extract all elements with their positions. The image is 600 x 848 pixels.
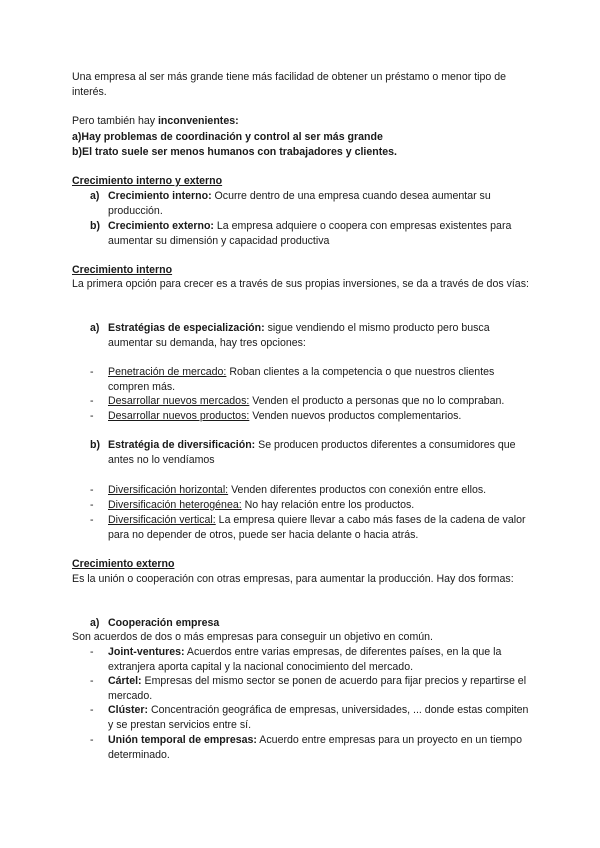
definition: Acuerdo entre empresas para un proyecto en un tiempo determinado. (108, 734, 522, 761)
list-item-union-temporal (108, 733, 530, 763)
list-bullet: - (90, 646, 94, 658)
list-bullet: - (90, 514, 94, 526)
strategy-diversificacion (108, 438, 530, 468)
definition: Concentración geográfica de empresas, universidades, ... donde estas compiten y se prestan servicios entre sí. (108, 704, 529, 731)
list-item (108, 365, 530, 395)
list-marker: a) (90, 322, 100, 334)
definition: Se producen productos diferentes a consumidores que antes no lo vendíamos (108, 439, 516, 466)
definition: Acuerdos entre varias empresas, de diferentes países, en la que la extranjera aporta capital y la nacional conocimiento del mercado. (108, 646, 502, 673)
definition: Venden el producto a personas que no lo compraban. (249, 395, 505, 407)
definition: No hay relación entre los productos. (241, 499, 415, 511)
list-marker: b) (90, 220, 100, 232)
term: Clúster: (108, 704, 149, 716)
list-marker: b) (90, 439, 100, 451)
strategy-especializacion (108, 321, 530, 351)
list-marker: a) (90, 617, 100, 629)
list-bullet: - (90, 675, 94, 687)
list-item (108, 394, 530, 409)
section-heading-crecimiento-externo: Crecimiento externo (72, 558, 175, 570)
drawbacks-lead-bold: inconvenientes: (157, 115, 239, 127)
definition: Roban clientes a la competencia o que nuestros clientes compren más. (108, 366, 495, 393)
list-item (108, 409, 530, 424)
drawbacks-lead-text: Pero también hay (72, 115, 158, 127)
list-item-crecimiento-externo (108, 219, 530, 249)
list-bullet: - (90, 395, 94, 407)
term: Crecimiento interno: (108, 190, 212, 202)
definition: Ocurre dentro de una empresa cuando desea aumentar su producción. (108, 190, 491, 217)
definition: La empresa quiere llevar a cabo más fases de la cadena de valor para no depender de otros, puede ser hacia delante o hacia atrás. (108, 514, 526, 541)
term: Estratégias de especialización: (108, 322, 265, 334)
definition: La empresa adquiere o coopera con empresas existentes para aumentar su dimensión y capacidad productiva (108, 220, 512, 247)
list-item-cartel (108, 674, 530, 704)
definition: Venden diferentes productos con conexión entre ellos. (228, 484, 487, 496)
list-bullet: - (90, 484, 94, 496)
list-bullet: - (90, 366, 94, 378)
list-item-joint-ventures (108, 645, 530, 675)
term: Estratégia de diversificación: (108, 439, 256, 451)
list-marker: a) (90, 190, 100, 202)
term: Penetración de mercado: (108, 366, 227, 378)
term: Joint-ventures: (108, 646, 185, 658)
list-item (108, 513, 530, 543)
drawback-b: b)El trato suele ser menos humanos con trabajadores y clientes. (72, 146, 397, 158)
definition: Venden nuevos productos complementarios. (249, 410, 462, 422)
term: Diversificación vertical: (108, 514, 216, 526)
term: Diversificación horizontal: (108, 484, 229, 496)
subsection-intro: Son acuerdos de dos o más empresas para conseguir un objetivo en común. (72, 631, 433, 643)
term: Desarrollar nuevos mercados: (108, 395, 250, 407)
definition: Empresas del mismo sector se ponen de acuerdo para fijar precios y repartirse el mercado. (108, 675, 527, 702)
list-item (108, 498, 530, 513)
term: Desarrollar nuevos productos: (108, 410, 250, 422)
list-bullet: - (90, 410, 94, 422)
section-heading-crecimiento-interno-externo: Crecimiento interno y externo (72, 175, 223, 187)
term: Unión temporal de empresas: (108, 734, 257, 746)
drawbacks-lead (72, 114, 532, 129)
section-intro: La primera opción para crecer es a través de sus propias inversiones, se da a través de dos vías: (72, 278, 529, 290)
list-item (108, 483, 530, 498)
section-intro: Es la unión o cooperación con otras empresas, para aumentar la producción. Hay dos formas: (72, 573, 514, 585)
intro-paragraph: Una empresa al ser más grande tiene más facilidad de obtener un préstamo o menor tipo de interés. (72, 71, 506, 98)
definition: sigue vendiendo el mismo producto pero busca aumentar su demanda, hay tres opciones: (108, 322, 490, 349)
term: Cártel: (108, 675, 142, 687)
list-item-crecimiento-interno (108, 189, 530, 219)
list-bullet: - (90, 499, 94, 511)
list-bullet: - (90, 704, 94, 716)
section-heading-crecimiento-interno: Crecimiento interno (72, 264, 173, 276)
term: Crecimiento externo: (108, 220, 214, 232)
list-bullet: - (90, 734, 94, 746)
term: Diversificación heterogénea: (108, 499, 242, 511)
list-item-cluster (108, 703, 530, 733)
subheading-cooperacion-empresa: Cooperación empresa (108, 617, 220, 629)
drawback-a: a)Hay problemas de coordinación y control al ser más grande (72, 131, 383, 143)
